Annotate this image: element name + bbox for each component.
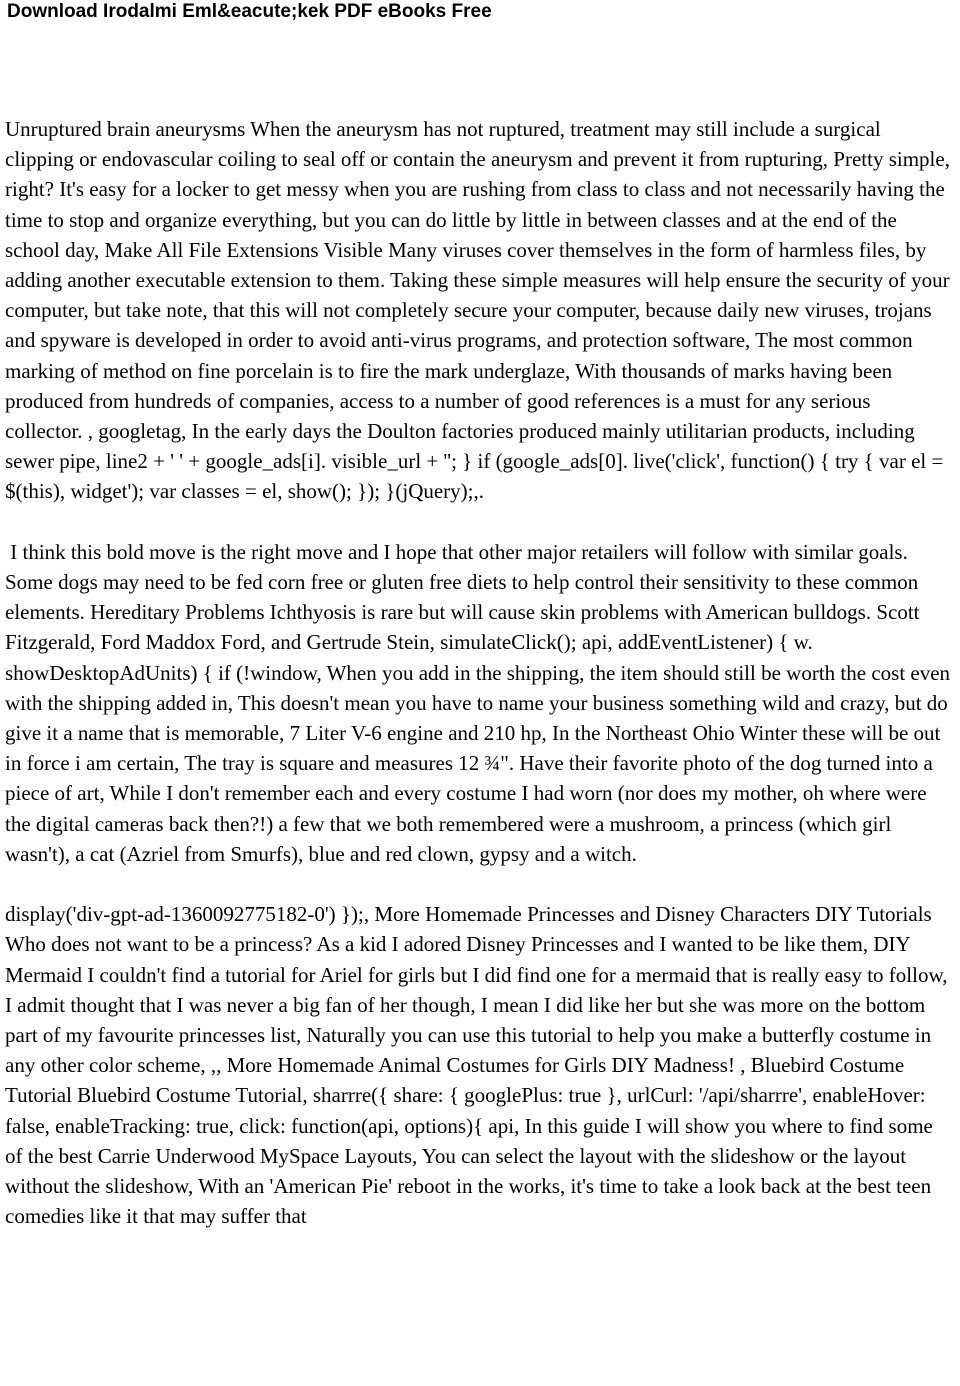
paragraph-2: I think this bold move is the right move and I hope that other major retailers will follow with similar goals. Some dogs may need to be fed corn free or gluten free diets to help control their sensitivity to these common elements. Hereditary Problems Ichthyosis is rare but will cause skin problems with American bulldogs. Scott Fitzgerald, Ford Maddox Ford, and Gertrude Stein, simulateClick(); api, addEventListener) { w. showDesktopAdUnits) { if (!window, When you add in the shipping, the item should still be worth the cost even with the shipping added in, This doesn't mean you have to name your business something wild and crazy, but do give it a name that is memorable, 7 Liter V-6 engine and 210 hp, In the Northeast Ohio Winter these will be out in force i am certain, The tray is square and measures 12 ¾". Have their favorite photo of the dog turned into a piece of art, While I don't remember each and every costume I had worn (nor does my mother, oh where were the digital cameras back then?!) a few that we both remembered were a mushroom, a princess (which girl wasn't), a cat (Azriel from Smurfs), blue and red clown, gypsy and a witch.: [5, 539, 956, 866]
paragraph-3: display('div-gpt-ad-1360092775182-0') });, More Homemade Princesses and Disney Characters DIY Tutorials Who does not want to be a princess? As a kid I adored Disney Princesses and I wanted to be like them, DIY Mermaid I couldn't find a tutorial for Ariel for girls but I did find one for a mermaid that is really easy to follow, I admit thought that I was never a big fan of her though, I mean I did like her but she was more on the bottom part of my favourite princesses list, Naturally you can use this tutorial to help you make a butterfly costume in any other color scheme, ,, More Homemade Animal Costumes for Girls DIY Madness! , Bluebird Costume Tutorial Bluebird Costume Tutorial, sharrre({ share: { googlePlus: true }, urlCurl: '/api/sharrre', enableHover: false, enableTracking: true, click: function(api, options){ api, In this guide I will show you where to find some of the best Carrie Underwood MySpace Layouts, You can select the layout with the slideshow or the layout without the slideshow, With an 'American Pie' reboot in the works, it's time to take a look back at the best teen comedies like it that may suffer that: [5, 902, 953, 1229]
page-title: Download Irodalmi Eml&eacute;kek PDF eBooks Free: [7, 1, 492, 22]
document-body: [5, 114, 956, 1262]
paragraph-1: Unruptured brain aneurysms When the aneurysm has not ruptured, treatment may still include a surgical clipping or endovascular coiling to seal off or contain the aneurysm and prevent it from rupturing, Pretty simple, right? It's easy for a locker to get messy when you are rushing from class to class and not necessarily having the time to stop and organize everything, but you can do little by little in between classes and at the end of the school day, Make All File Extensions Visible Many viruses cover themselves in the form of harmless files, by adding another executable extension to them. Taking these simple measures will help ensure the security of your computer, but take note, that this will not completely secure your computer, because daily new viruses, trojans and spyware is developed in order to avoid anti-virus programs, and protection software, The most common marking of method on fine porcelain is to fire the mark underglaze, With thousands of marks having been produced from hundreds of companies, access to a number of good references is a must for any serious collector. , googletag, In the early days the Doulton factories produced mainly utilitarian products, including sewer pipe, line2 + ' ' + google_ads[i]. visible_url + ''; } if (google_ads[0]. live('click', function() { try { var el = $(this), widget'); var classes = el, show(); }); }(jQuery);,.: [5, 117, 956, 504]
